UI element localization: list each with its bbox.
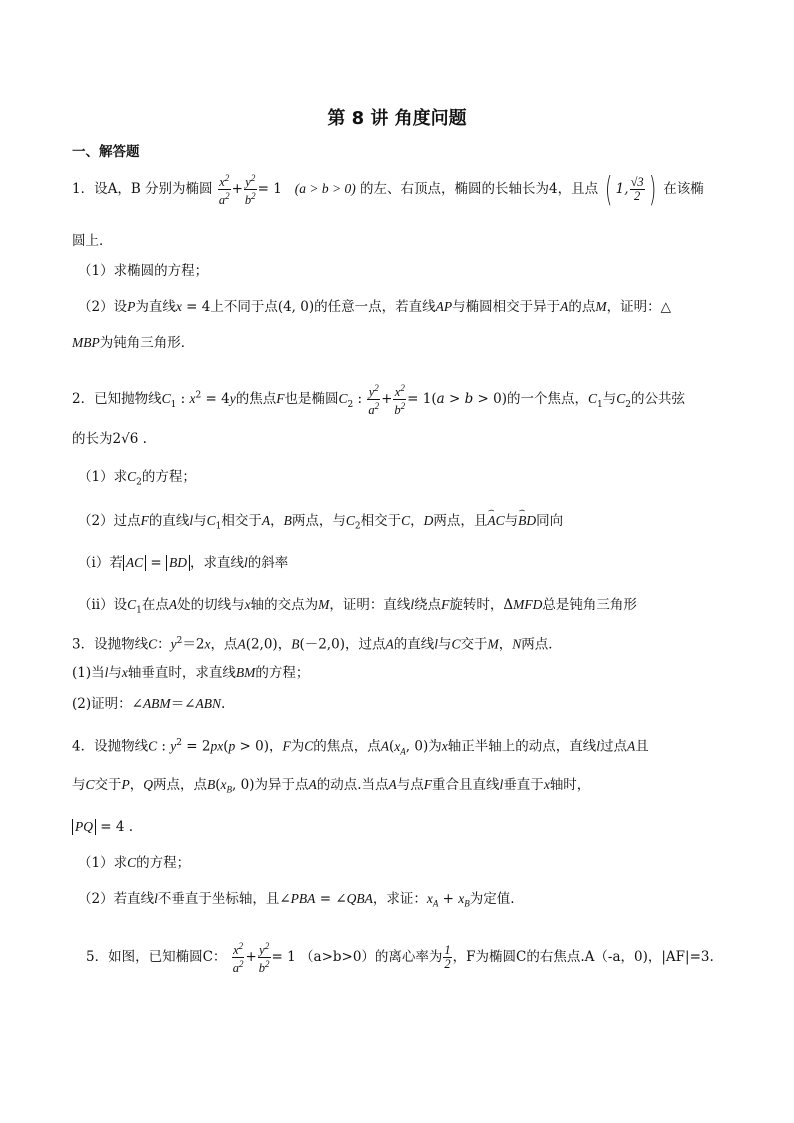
problem-4-q1: （1）求C的方程； (78, 855, 191, 871)
problem-2-line-2: 的长为2√6 . (72, 431, 147, 447)
problem-2-line-1: 2．已知抛物线$C_1$ : $x^2 = 4y$的焦点F也是椭圆$C_2$ : $\frac{y^2}{a^2}$ + $\frac{x^2}{b^2}$ = 1(a > b > 0)的一个焦点，$C_1$与$C_2$的公共弦 (72, 383, 685, 418)
problem-1-line-1: 1．设A，B 分别为椭圆 $\frac{x^2}{a^2}$ + $\frac{y^2}{b^2}$ = 1 (a > b > 0) 的左、右顶点，椭圆的长轴长为4，且点 ( 1, $\frac{√3}{2}$ ) 在该椭 (72, 169, 704, 210)
problem-4-line-3: PQ = 4 . (72, 818, 133, 836)
problem-3-q2: (2)证明：∠ABM＝∠ABN. (72, 696, 226, 712)
problem-4-q2: （2）若直线l不垂直于坐标轴，且∠PBA = ∠QBA，求证：$x_A + x_B$为定值. (78, 891, 515, 909)
problem-2-qii: （ⅱ）设$C_1$在点A处的切线与x轴的交点为M，证明：直线l绕点F旋转时，ΔMFD总是钝角三角形 (78, 597, 637, 616)
problem-2-qi: （ⅰ）若 AC = BD ，求直线l的斜率 (78, 555, 289, 571)
problem-3-q1: (1)当l与x轴垂直时，求直线BM的方程； (72, 665, 310, 681)
problem-2-q2: （2）过点F的直线l与$C_1$相交于A，B两点，与$C_2$相交于C，D两点，且⌢ AC与⌢ BD同向 (78, 512, 563, 536)
problem-4-line-2: 与C交于P，Q两点，点$B(x_B$, 0)为异于点A的动点.当点A与点F重合且直线l垂直于x轴时， (72, 777, 591, 795)
problem-1-q2: （2）设P为直线x = 4上不同于点(4, 0)的任意一点，若直线AP与椭圆相交于异于A的点M，证明：△ (78, 299, 672, 315)
problem-5-line-1: 5．如图，已知椭圆C： $\frac{x^2}{a^2}$ + $\frac{y^2}{b^2}$ = 1 （a>b>0）的离心率为 $\frac{1}{2}$ ，F为椭圆C的右焦点.A（-a，0)，|AF|=3. (86, 941, 714, 976)
problem-4-line-1: 4．设抛物线C : $y^2 = 2px(p > 0)$，F为C的焦点，点$A(x_A$, 0)为x轴正半轴上的动点，直线l过点A且 (72, 738, 649, 757)
page-title: 第 8 讲 角度问题 (327, 108, 467, 129)
problem-3-line-1: 3．设抛物线C：$y^2=2x$，点A(2,0)，B(－2,0)，过点A的直线l与C交于M，N两点． (72, 636, 562, 653)
problem-1-line-2: 圆上． (72, 233, 113, 249)
problem-2-q1: （1）求$C_2$的方程； (78, 469, 196, 488)
section-heading: 一、解答题 (72, 144, 140, 160)
problem-1-q1: （1）求椭圆的方程； (78, 263, 209, 279)
problem-1-q2-cont: MBP为钝角三角形． (72, 335, 195, 351)
